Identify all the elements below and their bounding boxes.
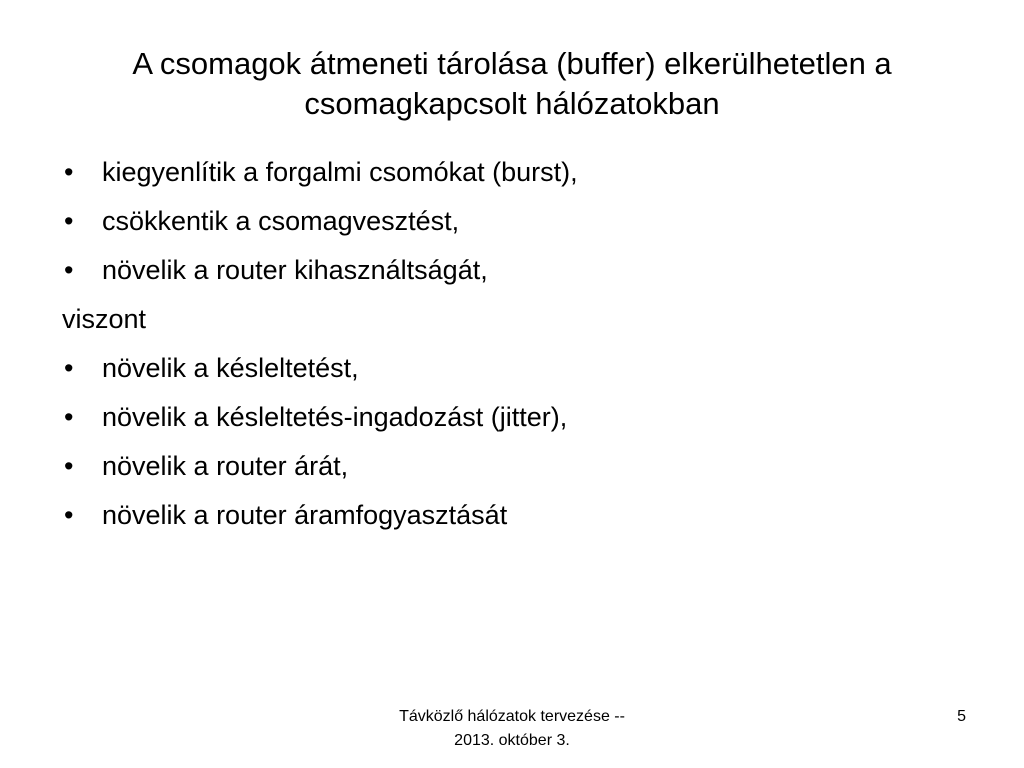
list-item-text: növelik a router áramfogyasztását	[102, 500, 508, 530]
bullet-marker: •	[64, 157, 74, 187]
plain-text-line	[62, 297, 962, 346]
bullet-marker: •	[64, 500, 74, 530]
bullet-marker: •	[64, 451, 74, 481]
list-item	[62, 248, 962, 297]
list-item-text: növelik a router árát,	[102, 451, 349, 481]
slide-title	[60, 44, 964, 124]
list-item	[62, 150, 962, 199]
list-item	[62, 199, 962, 248]
bullet-marker: •	[64, 353, 74, 383]
slide-footer	[312, 705, 712, 753]
connector-text: viszont	[62, 304, 147, 334]
slide-title-line-2: csomagkapcsolt hálózatokban	[304, 86, 720, 121]
list-item	[62, 395, 962, 444]
slide-body	[62, 150, 962, 542]
footer-line-1: Távközlő hálózatok tervezése --	[399, 708, 625, 725]
list-item	[62, 346, 962, 395]
list-item-text: növelik a késleltetés-ingadozást (jitter),	[102, 402, 568, 432]
list-item-text: csökkentik a csomagvesztést,	[102, 206, 460, 236]
footer-line-2: 2013. október 3.	[454, 732, 570, 749]
bullet-marker: •	[64, 206, 74, 236]
list-item-text: növelik a router kihasználtságát,	[102, 255, 488, 285]
bullet-marker: •	[64, 402, 74, 432]
list-item	[62, 493, 962, 542]
page-number: 5	[957, 708, 966, 725]
list-item-text: növelik a késleltetést,	[102, 353, 359, 383]
slide-title-line-1: A csomagok átmeneti tárolása (buffer) elkerülhetetlen a	[132, 46, 892, 81]
list-item-text: kiegyenlítik a forgalmi csomókat (burst),	[102, 157, 578, 187]
bullet-marker: •	[64, 255, 74, 285]
list-item	[62, 444, 962, 493]
